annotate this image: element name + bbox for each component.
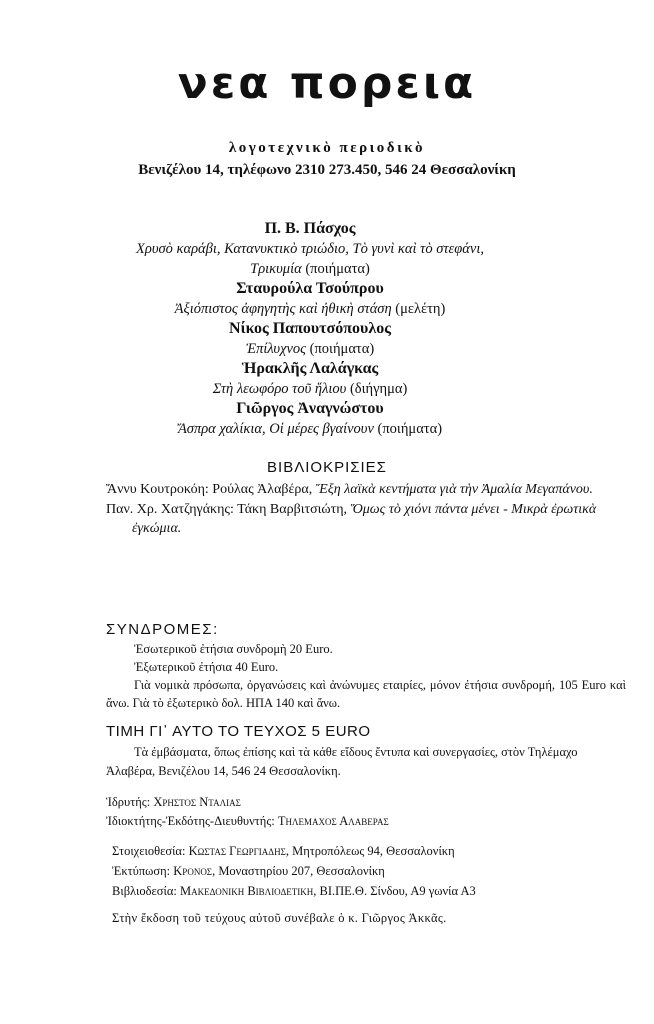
entry-work — [130, 239, 490, 259]
binding-name: Μακεδονικη Βιβλιοδετικη — [179, 884, 314, 898]
subscriptions-heading: ΣΥΝΔΡΟΜΕΣ: — [106, 621, 219, 638]
owner-label: Ἰδιοκτήτης-Ἐκδότης-Διευθυντής: — [106, 814, 275, 828]
entry-work — [130, 299, 490, 319]
entry-work-title: Ἐπίλυχνος — [245, 341, 307, 357]
typesetting-label: Στοιχειοθεσία: — [112, 844, 186, 858]
production-credits — [112, 841, 632, 901]
reviews-heading: ΒΙΒΛΙΟΚΡΙΣΙΕΣ — [267, 459, 387, 476]
submissions-note: Τὰ ἐμβάσματα, ὅπως ἐπίσης καὶ τὰ κάθε εἴδους ἔντυπα καὶ συνεργασίες, στὸν Τηλέμαχο Ἀλαβέρα, Βενιζέλου 14, 546 24 Θεσσαλονίκη. — [106, 745, 578, 778]
issue-price: ΤΙΜΗ ΓΙ᾿ ΑΥΤΟ ΤΟ ΤΕΥΧΟΣ 5 EURO — [106, 723, 371, 740]
founder-line — [106, 793, 626, 812]
entry-genre: (ποιήματα) — [309, 341, 375, 357]
entry-work-title: Τρικυμία — [250, 261, 302, 277]
binding-label: Βιβλιοδεσία: — [112, 884, 177, 898]
entry-work-title: Ἀξιόπιστος ἀφηγητὴς καὶ ἠθικὴ στάση — [174, 301, 392, 317]
review-item — [106, 500, 626, 538]
institutional-subscription: Γιὰ νομικὰ πρόσωπα, ὀργανώσεις καὶ ἀνώνυμες εταιρίες, μόνον ἐτήσια συνδρομή, 105 Euro καὶ ἄνω. Γιὰ τὸ ἐξωτερικὸ δολ. ΗΠΑ 140 καὶ ἄνω. — [106, 678, 626, 710]
entry-genre: (ποιήματα) — [377, 421, 443, 437]
entry-genre: (ποιήματα) — [305, 261, 370, 277]
contents-entry — [130, 219, 490, 279]
owner-line — [106, 812, 626, 831]
review-item — [106, 480, 626, 499]
entry-genre: (μελέτη) — [395, 301, 446, 317]
typesetting-name: Κωστας Γεωργιαδης — [188, 844, 286, 858]
typesetting-address: , Μητροπόλεως 94, Θεσσαλονίκη — [285, 844, 455, 858]
entry-author: Νίκος Παπουτσόπουλος — [229, 320, 391, 337]
entry-work-title: Ἄσπρα χαλίκια, Οἱ μέρες βγαίνουν — [177, 421, 374, 437]
founder-name: Χρηστος Νταλιας — [153, 795, 241, 809]
contents-entry — [130, 399, 490, 439]
journal-subtitle: λογοτεχνικὸ περιοδικὸ — [228, 140, 426, 156]
review-book-title: Ὅμως τὸ χιόνι πάντα μένει - Μικρὰ ἐρωτικὰ ἐγκώμια. — [132, 502, 597, 536]
printing-name: Κρονος — [173, 864, 213, 878]
founder-label: Ἱδρυτής: — [106, 795, 151, 809]
journal-title: νεα πορεια — [177, 58, 477, 109]
printing-line — [112, 861, 632, 881]
table-of-contents — [130, 219, 490, 439]
entry-author: Π. Β. Πάσχος — [264, 220, 356, 237]
journal-address: Βενιζέλου 14, τηλέφωνο 2310 273.450, 546 24 Θεσσαλονίκη — [138, 162, 516, 178]
entry-work — [130, 259, 490, 279]
contents-entry — [130, 319, 490, 359]
domestic-subscription: Ἐσωτερικοῦ ἐτήσια συνδρομὴ 20 Euro. — [134, 642, 333, 656]
entry-work-title: Χρυσὸ καράβι, Κατανυκτικὸ τριώδιο, Τὸ γυνὶ καὶ τὸ στεφάνι, — [136, 241, 484, 257]
entry-work — [130, 339, 490, 359]
entry-work — [130, 379, 490, 399]
binding-address: , ΒΙ.ΠΕ.Θ. Σίνδου, Α9 γωνία Α3 — [313, 884, 476, 898]
entry-work-title: Στὴ λεωφόρο τοῦ ἥλιου — [212, 381, 347, 397]
contents-entry — [130, 279, 490, 319]
entry-genre: (διήγημα) — [349, 381, 408, 397]
review-subject: Ρούλας Ἀλαβέρα, — [212, 482, 313, 497]
binding-line — [112, 881, 632, 901]
typesetting-line — [112, 841, 632, 861]
reviews-list — [106, 480, 626, 539]
foreign-subscription: Ἐξωτερικοῦ ἐτήσια 40 Euro. — [134, 660, 279, 674]
printing-address: , Μοναστηρίου 207, Θεσσαλονίκη — [212, 864, 385, 878]
reviewer: Ἄννυ Κουτροκόη: — [106, 482, 209, 497]
entry-author: Σταυρούλα Τσούπρου — [236, 280, 384, 297]
entry-author: Γιῶργος Ἀναγνώστου — [236, 400, 384, 417]
subscriptions-info — [106, 640, 626, 712]
entry-author: Ἡρακλῆς Λαλάγκας — [241, 360, 379, 377]
owner-name: Τηλεμαχος Αλαβερας — [277, 814, 389, 828]
contribution-note: Στὴν ἔκδοση τοῦ τεύχους αὐτοῦ συνέβαλε ὁ κ. Γιῶργος Ἀκκᾶς. — [112, 911, 447, 925]
contents-entry — [130, 359, 490, 399]
entry-work — [130, 419, 490, 439]
reviewer: Παν. Χρ. Χατζηγάκης: — [106, 502, 234, 517]
review-subject: Τάκη Βαρβιτσιώτη, — [237, 502, 348, 517]
printing-label: Ἐκτύπωση: — [112, 864, 171, 878]
masthead-credits — [106, 793, 626, 831]
review-book-title: Ἔξη λαϊκὰ κεντήματα γιὰ τὴν Ἀμαλία Μεγαπάνου. — [315, 482, 593, 497]
